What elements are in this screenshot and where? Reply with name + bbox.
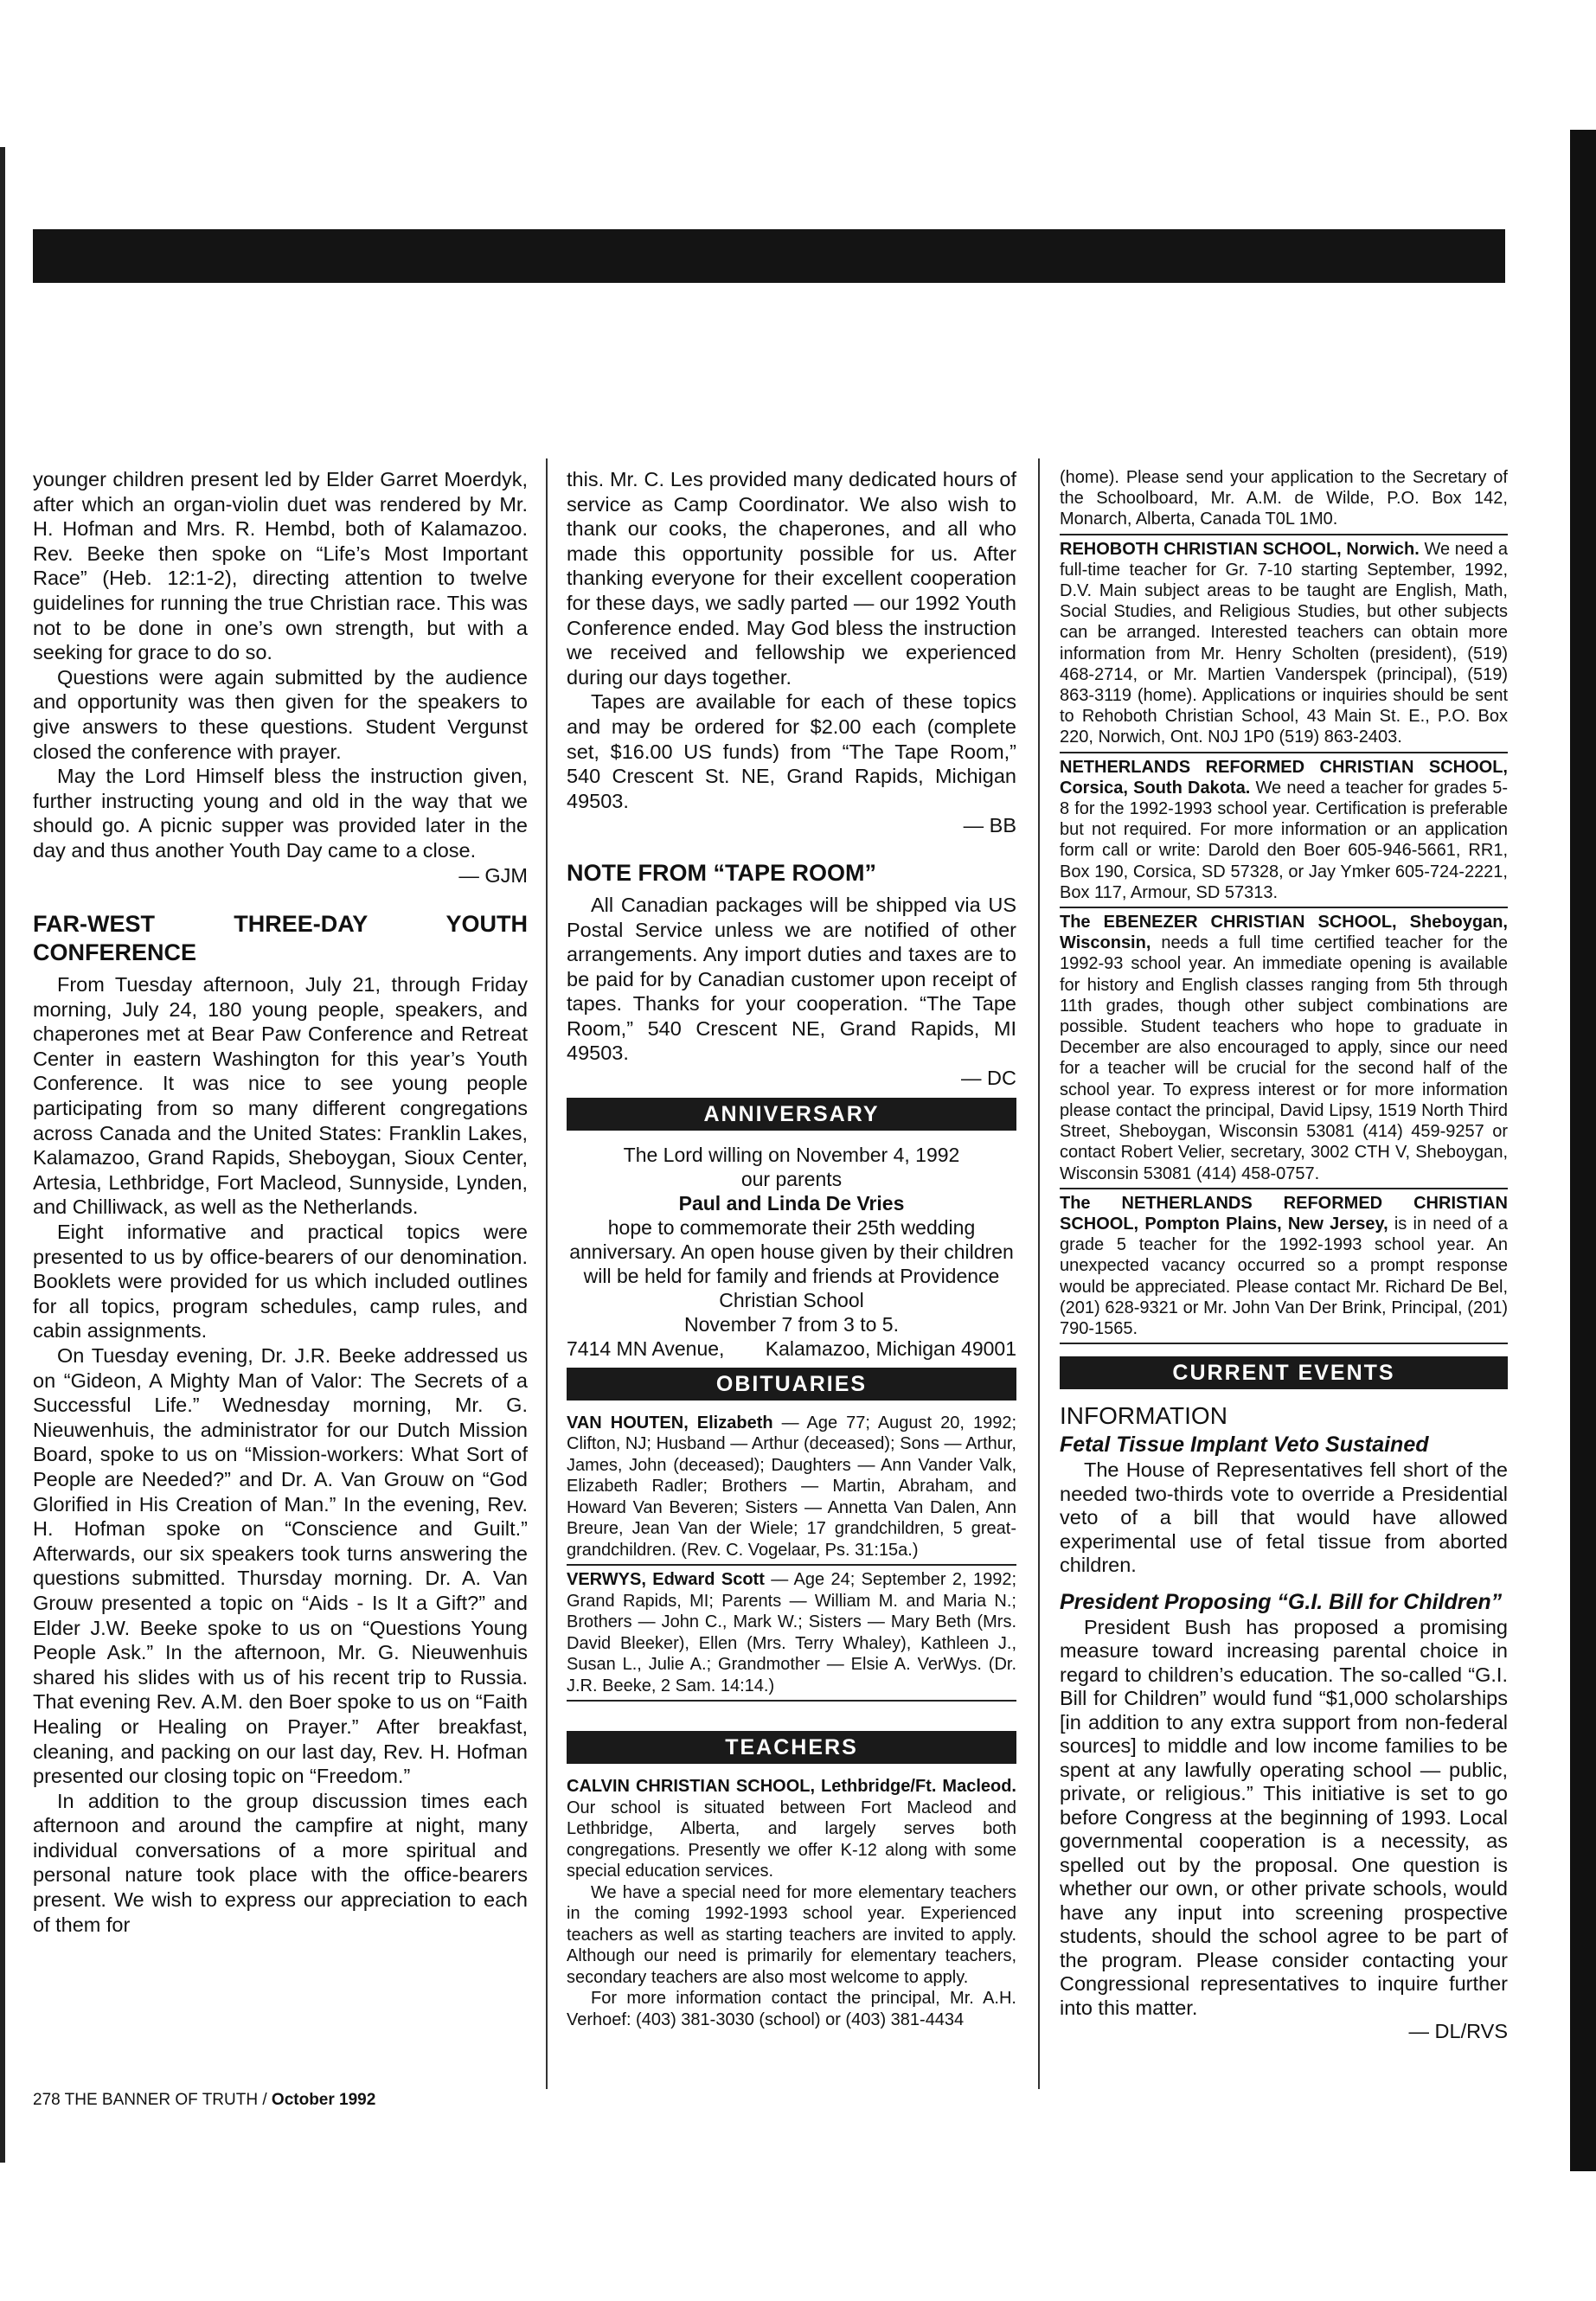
news-paragraph: President Bush has proposed a promising measure toward increasing parental choice in regard to children’s education. The so-called “G.I. Bill for Children” would fund “$1,000 scholarships [in addition to any extra support from non-federal sources] to middle and low income families to be spent at any lawfully operating school — public, private, or religious.” This initiative is set to go before Congress at the beginning of 1993. Local governmental cooperation is a necessity, as spelled out by the proposal. One question is whether our own, or other private schools, would have any input into screening prospective students, should the school agree to be part of the program. Please consider contacting your Congressional representatives to inquire further into this matter. <box>1060 1615 1508 2019</box>
column-2 <box>567 467 1016 2030</box>
news-headline: President Proposing “G.I. Bill for Children” <box>1060 1589 1503 1614</box>
current-events-banner: CURRENT EVENTS <box>1060 1356 1508 1389</box>
current-events-section <box>1060 1401 1508 2044</box>
divider <box>1060 752 1508 753</box>
article-paragraph: May the Lord Himself bless the instruction given, further instructing young and old in the way that we should go. A picnic supper was provided later in the day and thus another Youth Day came to a close. <box>33 765 528 862</box>
author-signature: — BB <box>963 814 1016 837</box>
address-street: 7414 MN Avenue, <box>567 1336 725 1360</box>
article-paragraph: Questions were again submitted by the audience and opportunity was then given for the speakers to give answers to these questions. Student Vergunst closed the conference with prayer. <box>33 665 528 763</box>
ad-text: (home). Please send your application to the Secretary of the Schoolboard, Mr. A.M. de Wilde, P.O. Box 142, Monarch, Alberta, Canada T0L 1M0. <box>1060 468 1508 529</box>
anniversary-banner: ANNIVERSARY <box>567 1098 1016 1131</box>
teacher-ad <box>1060 539 1508 748</box>
column-divider <box>1038 458 1040 2089</box>
teacher-ad <box>567 1776 1016 1882</box>
issue-date: October 1992 <box>271 2091 376 2109</box>
school-name: NETHERLANDS REFORMED CHRISTIAN SCHOOL, Corsica, South Dakota. <box>1060 757 1508 798</box>
ad-text: We need a full-time teacher for Gr. 7-10 starting September, 1992, D.V. Main subject areas to be taught are English, Math, Social Studies, and Religious Studies, but other subjects can be arranged. Interested teachers can obtain more information from Mr. Henry Scholten (president), (519) 468-2714, or Mr. Martien Vanderspek (principal), (519) 863-3119 (home). Applications or inquiries should be sent to Rehoboth Christian School, 43 Main St. E., P.O. Box 220, Norwich, Ont. N0J 1P0 (519) 863-2403. <box>1060 539 1508 747</box>
article-paragraph: this. Mr. C. Les provided many dedicated hours of service as Camp Coordinator. We also wish to thank our cooks, the chaperones, and all who made this opportunity possible for us. After thanking everyone for their excellent cooperation for these days, we sadly parted — our 1992 Youth Conference ended. May God bless the instruction we received and fellowship we experienced during our days together. <box>567 468 1016 689</box>
school-name: CALVIN CHRISTIAN SCHOOL, Lethbridge/Ft. Macleod. <box>567 1777 1016 1797</box>
divider <box>567 1700 1016 1702</box>
article-paragraph: From Tuesday afternoon, July 21, through Friday morning, July 24, 180 young people, speakers, and chaperones met at Bear Paw Conference and Retreat Center in eastern Washington for this year’s Youth Conference. It was nice to see young people participating from so many different congregations across Canada and the United States: Franklin Lakes, Kalamazoo, Grand Rapids, Sheboygan, Sioux Center, Artesia, Lethbridge, Fort Macleod, Sunnyside, Lynden, and Chilliwack, as well as the Netherlands. <box>33 973 528 1219</box>
header-band <box>33 229 1505 283</box>
ad-text: We have a special need for more elementary teachers in the coming 1992-1993 school year. Experienced teachers as well as starting teachers are invited to apply. Although our need is primarily for elementary teachers, secondary teachers are also most welcome to apply. <box>567 1882 1016 1987</box>
teacher-ad <box>1060 1193 1508 1339</box>
divider <box>1060 907 1508 908</box>
article-paragraph: On Tuesday evening, Dr. J.R. Beeke addressed us on “Gideon, A Mighty Man of Valor: The Secrets of a Successful Life.” Wednesday morning, Mr. G. Nieuwenhuis, the administrator for our Dutch Mission Board, spoke to us on “Mission-workers: What Sort of People are Needed?” and Dr. A. Van Grouw on “God Glorified in His Creation of Man.” In the evening, Rev. H. Hofman spoke on “Conscience and Guilt.” Afterwards, our six speakers took turns answering the questions submitted. Thursday morning. Dr. A. Van Grouw presented a topic on “Aids - Is It a Gift?” and Elder J.W. Beeke spoke to us on “Questions Young People Ask.” In the afternoon, Mr. G. Nieuwenhuis shared his slides with us of his recent trip to Russia. That evening Rev. A.M. den Boer spoke to us on “Faith Healing or Healing on Prayer.” After breakfast, cleaning, and packing on our last day, Rev. H. Hofman presented our closing topic on “Freedom.” <box>33 1344 528 1788</box>
divider <box>567 1564 1016 1566</box>
article-headline: FAR-WEST THREE-DAY YOUTH CONFERENCE <box>33 911 528 966</box>
school-name: REHOBOTH CHRISTIAN SCHOOL, Norwich. <box>1060 539 1420 559</box>
article-paragraph: In addition to the group discussion times each afternoon and around the campfire at night, many individual conversations of a more spiritual and personal nature took place with the office-bearers present. We wish to express our appreciation to each of them for <box>33 1789 528 1936</box>
page-footer <box>33 2091 375 2110</box>
news-headline: Fetal Tissue Implant Veto Sustained <box>1060 1433 1429 1458</box>
obituary-entry <box>567 1413 1016 1561</box>
divider <box>1060 1343 1508 1344</box>
publication-name: THE BANNER OF TRUTH / <box>64 2091 267 2109</box>
obituary-name: VERWYS, Edward Scott <box>567 1570 765 1590</box>
article-paragraph: younger children present led by Elder Garret Moerdyk, after which an organ-violin duet was rendered by Mr. H. Hofman and Mrs. R. Hembd, both of Kalamazoo. Rev. Beeke then spoke on “Life’s Most Important Race” (Heb. 12:1-2), directing attention to twelve guidelines for running the true Christian race. This was not to be done in one’s own strength, but with a seeking for grace to do so. <box>33 468 528 664</box>
column-divider <box>546 458 548 2089</box>
obituary-text: — Age 24; September 2, 1992; Grand Rapids, MI; Parents — William M. and Maria N.; Brothers — John C., Mark W.; Sisters — Mary Beth (Mrs. David Bleeker), Ellen (Mrs. Terry Whaley), Kathleen J., Susan L., Julie A.; Grandmother — Elsie A. VerWys. (Dr. J.R. Beeke, 2 Sam. 14:14.) <box>567 1570 1016 1695</box>
section-heading: INFORMATION <box>1060 1402 1227 1430</box>
ad-text: We need a teacher for grades 5-8 for the 1992-1993 school year. Certification is preferable but not required. For more information or an application form call or write: Darold den Boer 605-946-5661, RR1, Box 190, Corsica, SD 57328, or Jay Ymker 605-724-2221, Box 117, Armour, SD 57313. <box>1060 778 1509 902</box>
article-paragraph: All Canadian packages will be shipped via US Postal Service unless we are notified of other arrangements. Any import duties and taxes are to be paid for by Canadian customer upon receipt of tapes. Thanks for your cooperation. “The Tape Room,” 540 Crescent NE, Grand Rapids, MI 49503. <box>567 893 1016 1065</box>
anniversary-line: hope to commemorate their 25th wedding anniversary. An open house given by their children will be held for family and friends at Providence Christian School <box>569 1215 1014 1311</box>
divider <box>1060 534 1508 535</box>
address-city: Kalamazoo, Michigan 49001 <box>765 1336 1016 1360</box>
anniversary-names: Paul and Linda De Vries <box>678 1191 905 1215</box>
obituary-name: VAN HOUTEN, Elizabeth <box>567 1413 773 1433</box>
ad-text: Our school is situated between Fort Macleod and Lethbridge, Alberta, and largely serves both congregations. Presently we offer K-12 along with some special education services. <box>567 1798 1016 1881</box>
scan-edge-right <box>1570 130 1596 2171</box>
article-headline: NOTE FROM “TAPE ROOM” <box>567 859 876 886</box>
school-name: The NETHERLANDS REFORMED CHRISTIAN SCHOOL, Pompton Plains, New Jersey, <box>1060 1193 1508 1234</box>
anniversary-notice <box>567 1143 1016 1361</box>
anniversary-line: The Lord willing on November 4, 1992 <box>623 1143 960 1166</box>
page-number: 278 <box>33 2091 61 2109</box>
author-signature: — GJM <box>458 863 528 887</box>
obituary-text: — Age 77; August 20, 1992; Clifton, NJ; Husband — Arthur (deceased); Sons — Arthur, James, John (deceased); Daughters — Ann Vander Valk, Elizabeth Radler; Brothers — Martin, Abraham, and Howard Van Beveren; Sisters — Annetta Van Dalen, Ann Breure, Jean Van der Wiele; 17 grandchildren, 5 great-grandchildren. (Rev. C. Vogelaar, Ps. 31:15a.) <box>567 1413 1016 1560</box>
ad-text: needs a full time certified teacher for the 1992-93 school year. An immediate opening is available for history and English classes ranging from 5th through 11th grades, though other subject combinations are possible. Student teachers who hope to graduate in December are also encouraged to apply, since our need for a teacher will be crucial for the second half of the school year. To express interest or for more information please contact the principal, David Lipsy, 1519 North Third Street, Sheboygan, Wisconsin 53081 (414) 459-9257 or contact Robert Velier, secretary, 3002 CTH V, Sheboygan, Wisconsin 53081 (414) 458-0757. <box>1060 933 1508 1183</box>
article-paragraph: Eight informative and practical topics were presented to us by office-bearers of our denomination. Booklets were provided for us which included outlines for all topics, program schedules, camp rules, and cabin assignments. <box>33 1221 528 1343</box>
school-name: The EBENEZER CHRISTIAN SCHOOL, Sheboygan, Wisconsin, <box>1060 913 1508 953</box>
news-paragraph: The House of Representatives fell short of the needed two-thirds vote to override a Presidential veto of a bill that would have allowed experimental use of fetal tissue from aborted children. <box>1060 1458 1508 1577</box>
anniversary-line: our parents <box>740 1167 843 1190</box>
article-paragraph: Tapes are available for each of these topics and may be ordered for $2.00 each (complete set, $16.00 US funds) from “The Tape Room,” 540 Crescent St. NE, Grand Rapids, Michigan 49503. <box>567 690 1016 812</box>
obituary-entry <box>567 1569 1016 1696</box>
author-signature: — DC <box>961 1067 1016 1090</box>
column-3 <box>1060 467 1508 2044</box>
anniversary-address <box>567 1336 1016 1361</box>
obituaries-banner: OBITUARIES <box>567 1368 1016 1400</box>
column-1 <box>33 467 528 1937</box>
scan-edge-left <box>0 147 5 2163</box>
teacher-ad <box>1060 912 1508 1184</box>
obituary-list <box>567 1413 1016 1702</box>
teacher-ad <box>1060 757 1508 903</box>
author-signature: — DL/RVS <box>1408 2020 1508 2043</box>
ad-text: For more information contact the principal, Mr. A.H. Verhoef: (403) 381-3030 (school) or (403) 381-4434 <box>567 1989 1016 2029</box>
anniversary-line: November 7 from 3 to 5. <box>684 1312 899 1336</box>
teachers-banner: TEACHERS <box>567 1731 1016 1764</box>
teachers-listing <box>567 1776 1016 2030</box>
ad-text: is in need of a grade 5 teacher for the 1992-1993 school year. An unexpected vacancy occurred so a prompt response would be appreciated. Please contact Mr. Richard De Bel, (201) 628-9321 or Mr. John Van Der Brink, Principal, (201) 790-1565. <box>1060 1214 1508 1338</box>
divider <box>1060 1188 1508 1189</box>
